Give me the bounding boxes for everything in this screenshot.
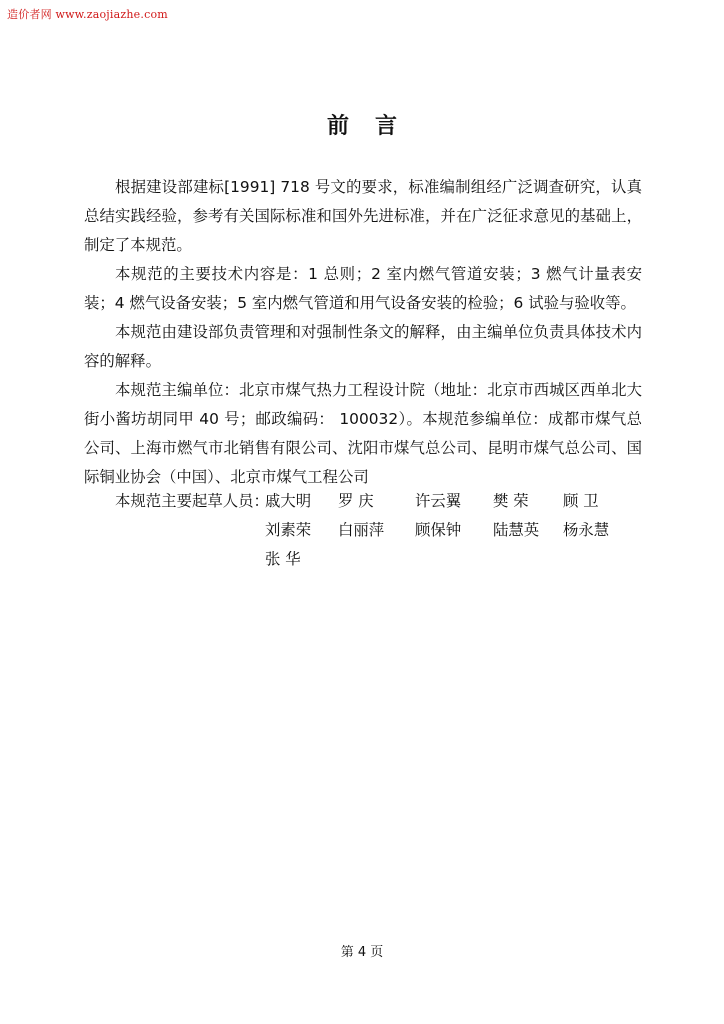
drafter-name: 许云翼 [415,492,462,510]
drafter-name: 杨永慧 [563,521,610,539]
preface-body [84,173,642,492]
drafter-name: 罗 庆 [338,492,374,510]
drafter-name: 陆慧英 [493,521,540,539]
drafter-name: 顾 卫 [563,492,599,510]
drafter-name: 顾保钟 [415,521,462,539]
page-title: 前言 [326,114,423,139]
watermark-text: 造价者网 www.zaojiazhe.com [7,8,168,21]
drafters-label: 本规范主要起草人员： [115,492,269,510]
drafter-name: 张 华 [265,550,301,568]
drafter-name: 刘素荣 [265,521,312,539]
paragraph: 根据建设部建标[1991] 718 号文的要求，标准编制组经广泛调查研究，认真总结实践经验，参考有关国际标准和国外先进标准，并在广泛征求意见的基础上，制定了本规范。 [84,178,642,254]
drafters-list [115,487,633,574]
paragraph: 本规范主编单位：北京市煤气热力工程设计院（地址：北京市西城区西单北大街小酱坊胡同甲 40 号；邮政编码： 100032）。本规范参编单位：成都市煤气总公司、上海市燃气市北销售有限公司、沈阳市煤气总公司、昆明市煤气总公司、国际铜业协会（中国）、北京市煤气工程公司 [84,381,642,486]
drafters-row [115,487,633,516]
drafters-row [115,545,633,574]
paragraph: 本规范的主要技术内容是：1 总则；2 室内燃气管道安装；3 燃气计量表安装；4 燃气设备安装；5 室内燃气管道和用气设备安装的检验；6 试验与验收等。 [84,265,642,312]
paragraph: 本规范由建设部负责管理和对强制性条文的解释，由主编单位负责具体技术内容的解释。 [84,323,642,370]
drafter-name: 戚大明 [265,492,312,510]
drafters-row [115,516,633,545]
page-number: 第 4 页 [340,945,384,960]
drafter-name: 白丽萍 [338,521,385,539]
drafter-name: 樊 荣 [493,492,529,510]
